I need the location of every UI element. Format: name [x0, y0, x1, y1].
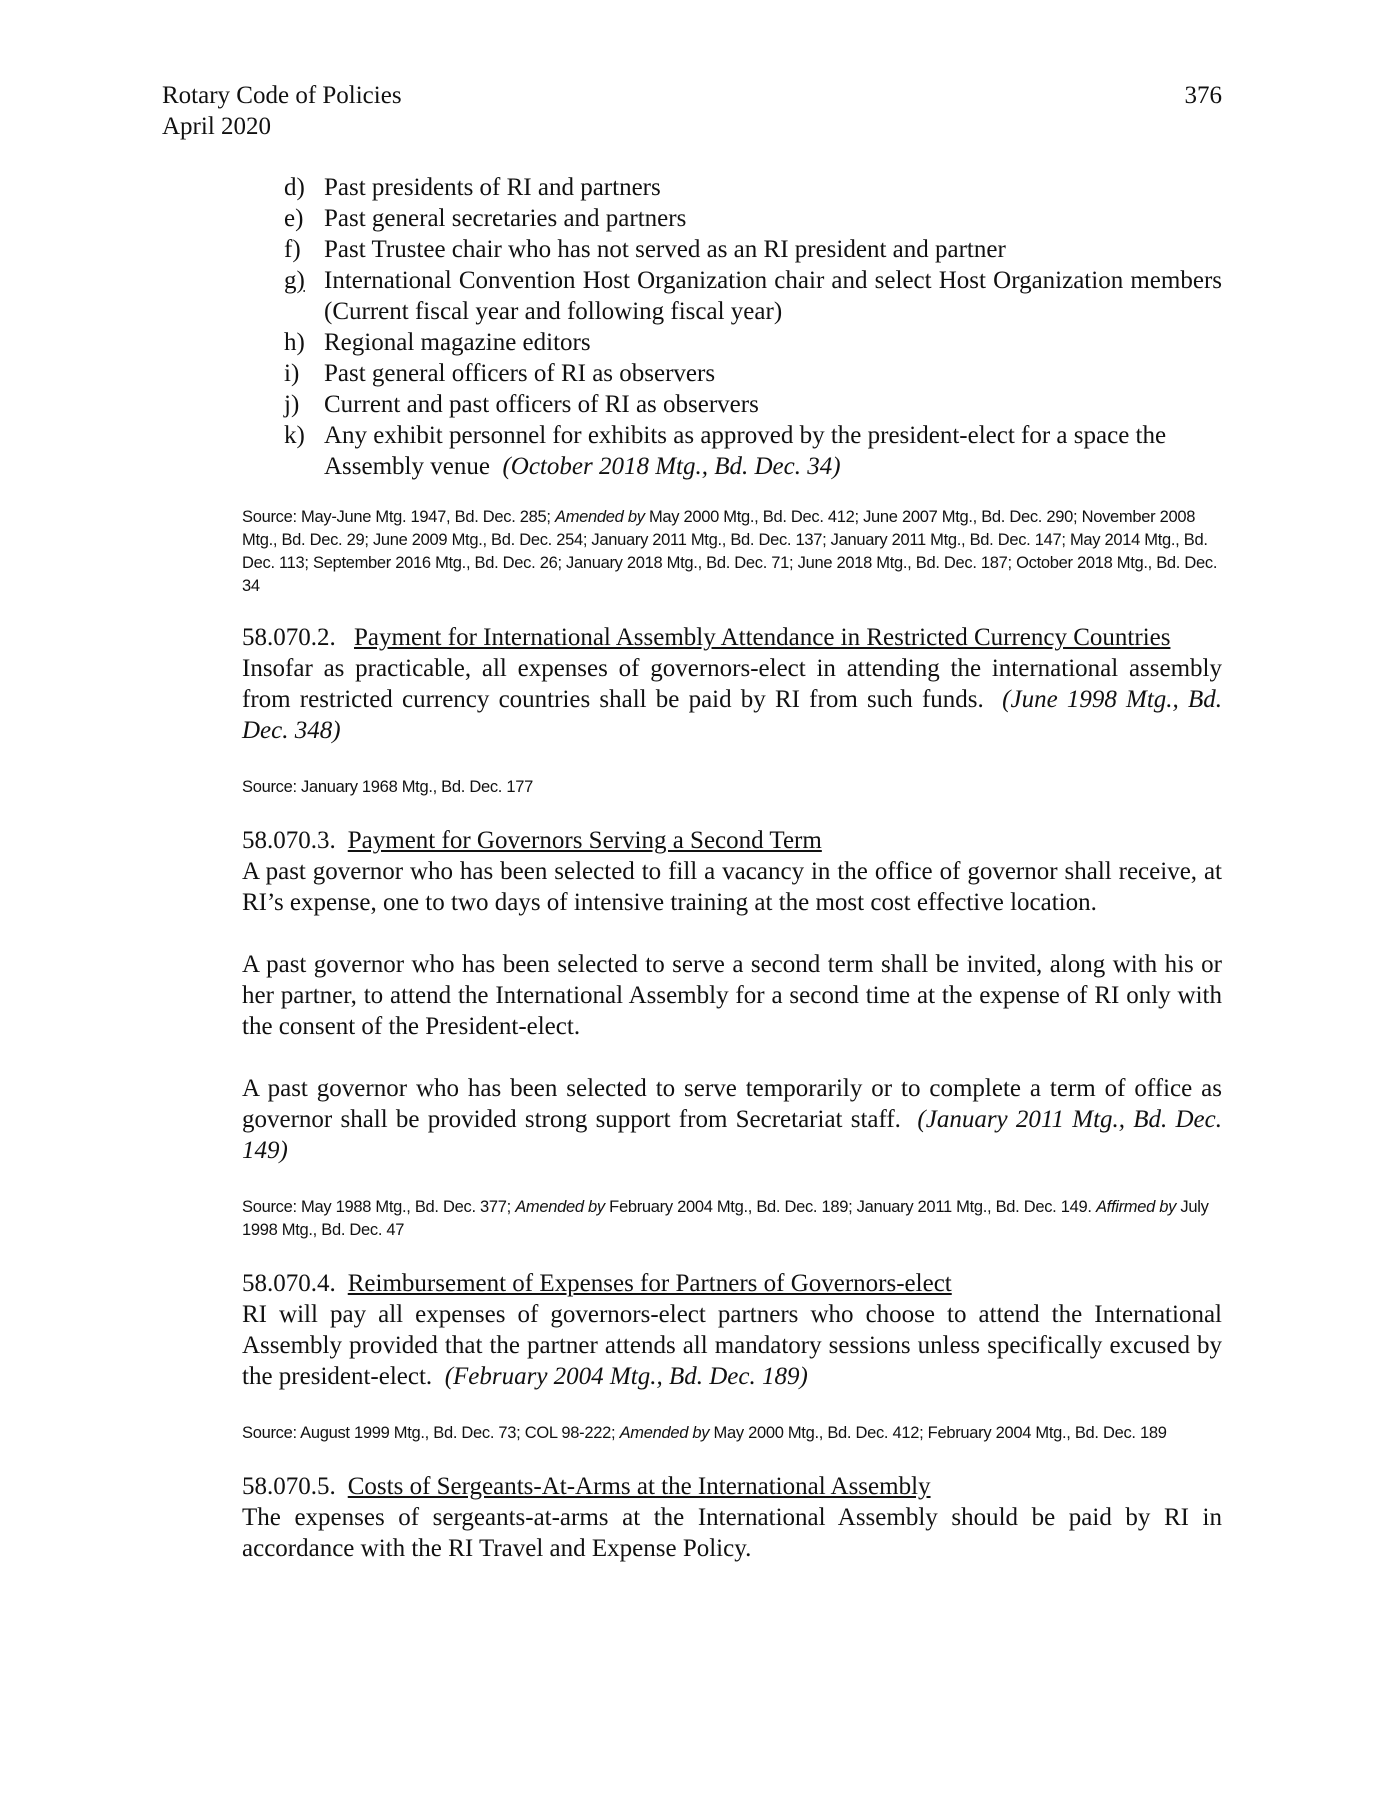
list-marker: e)	[284, 205, 304, 232]
source-text: Source: May 1988 Mtg., Bd. Dec. 377;	[242, 1198, 516, 1216]
list-item-text: Regional magazine editors	[324, 329, 591, 356]
list-marker: i)	[284, 360, 300, 387]
section-number: 58.070.3.	[242, 827, 336, 854]
source-amended-label: Amended by	[515, 1198, 605, 1216]
section-body: The expenses of sergeants-at-arms at the International Assembly should be paid by RI in accordance with the RI Travel and Expense Policy.	[242, 1504, 1222, 1562]
section-heading	[242, 1471, 1222, 1502]
citation: (January 2011 Mtg., Bd. Dec. 149)	[242, 1106, 1222, 1164]
section-heading	[242, 1268, 1222, 1299]
list-item	[284, 327, 1222, 358]
list-item-text: Any exhibit personnel for exhibits as approved by the president-elect for a space the Assembly venue	[324, 422, 1167, 480]
list-item-text: Past general officers of RI as observers	[324, 360, 716, 387]
source-amended-label: Amended by	[555, 508, 645, 526]
body-text: RI will pay all expenses of governors-elect partners who choose to attend the International Assembly provided that the partner attends all mandatory sessions unless specifically excused by the president-elect.	[242, 1301, 1222, 1390]
section-heading	[242, 825, 1222, 856]
source-text: February 2004 Mtg., Bd. Dec. 189; January 2011 Mtg., Bd. Dec. 149.	[604, 1198, 1096, 1216]
list-item-text: Current and past officers of RI as observers	[324, 391, 759, 418]
citation: (February 2004 Mtg., Bd. Dec. 189)	[444, 1363, 808, 1390]
list-item	[284, 234, 1222, 265]
section-body	[242, 1299, 1222, 1392]
body-text: Insofar as practicable, all expenses of governors-elect in attending the international assembly from restricted currency countries shall be paid by RI from such funds.	[242, 655, 1222, 713]
list-item	[284, 265, 1222, 327]
section-number: 58.070.5.	[242, 1473, 336, 1500]
document-date: April 2020	[162, 113, 272, 140]
list-item-text: Past general secretaries and partners	[324, 205, 687, 232]
page-number: 376	[1184, 82, 1222, 109]
list-item	[284, 389, 1222, 420]
list-item	[284, 358, 1222, 389]
source-text: May 2000 Mtg., Bd. Dec. 412; June 2007 Mtg., Bd. Dec. 290; November 2008 Mtg., Bd. Dec. 29; June 2009 Mtg., Bd. Dec. 254; January 2011 Mtg., Bd. Dec. 137; January 2011 Mtg., Bd. Dec. 147; May 2014 Mtg., Bd. Dec. 113; September 2016 Mtg., Bd. Dec. 26; January 2018 Mtg., Bd. Dec. 71; June 2018 Mtg., Bd. Dec. 187; October 2018 Mtg., Bd. Dec. 34	[242, 508, 1218, 595]
section-body	[242, 1073, 1222, 1166]
source-text: Source: May-June Mtg. 1947, Bd. Dec. 285;	[242, 508, 555, 526]
list-item	[284, 172, 1222, 203]
section-title: Payment for International Assembly Attendance in Restricted Currency Countries	[354, 624, 1171, 651]
list-marker: k)	[284, 422, 305, 449]
document-title: Rotary Code of Policies	[162, 82, 402, 109]
list-item	[284, 420, 1222, 482]
source-text: May 2000 Mtg., Bd. Dec. 412; February 2004 Mtg., Bd. Dec. 189	[709, 1424, 1167, 1442]
source-note	[242, 1422, 1222, 1445]
section-body: A past governor who has been selected to fill a vacancy in the office of governor shall receive, at RI’s expense, one to two days of intensive training at the most cost effective location.	[242, 858, 1222, 916]
list-item	[284, 203, 1222, 234]
attendee-list	[284, 172, 1222, 482]
source-text: July 1998 Mtg., Bd. Dec. 47	[242, 1198, 1209, 1239]
citation: (June 1998 Mtg., Bd. Dec. 348)	[242, 686, 1223, 744]
body-text: A past governor who has been selected to serve temporarily or to complete a term of office as governor shall be provided strong support from Secretariat staff.	[242, 1075, 1222, 1133]
page-content	[242, 172, 1222, 1564]
list-item-text: Past Trustee chair who has not served as an RI president and partner	[324, 236, 1006, 263]
list-item-text: International Convention Host Organization chair and select Host Organization members (Current fiscal year and following fiscal year)	[324, 267, 1222, 325]
source-note: Source: January 1968 Mtg., Bd. Dec. 177	[242, 778, 533, 796]
section-number: 58.070.2.	[242, 624, 336, 651]
section-title: Payment for Governors Serving a Second Term	[347, 827, 822, 854]
section-title: Reimbursement of Expenses for Partners of Governors-elect	[347, 1270, 952, 1297]
source-amended-label: Amended by	[619, 1424, 710, 1442]
source-text: Source: August 1999 Mtg., Bd. Dec. 73; COL 98-222;	[242, 1424, 620, 1442]
list-item-citation: (October 2018 Mtg., Bd. Dec. 34)	[502, 453, 841, 480]
list-item-text: Past presidents of RI and partners	[324, 174, 661, 201]
source-affirmed-label: Affirmed by	[1095, 1198, 1177, 1216]
section-body	[242, 653, 1222, 746]
section-body: A past governor who has been selected to serve a second term shall be invited, along with his or her partner, to attend the International Assembly for a second time at the expense of RI only with the consent of the President-elect.	[242, 951, 1222, 1040]
section-heading	[242, 622, 1222, 653]
list-marker: j)	[284, 391, 300, 418]
page-header	[162, 80, 1222, 142]
section-number: 58.070.4.	[242, 1270, 336, 1297]
list-marker: h)	[284, 329, 305, 356]
section-title: Costs of Sergeants-At-Arms at the International Assembly	[347, 1473, 931, 1500]
source-note	[242, 1196, 1222, 1242]
list-marker: g)	[284, 267, 305, 294]
list-marker: f)	[284, 236, 301, 263]
source-note	[242, 506, 1222, 598]
list-marker: d)	[284, 174, 305, 201]
